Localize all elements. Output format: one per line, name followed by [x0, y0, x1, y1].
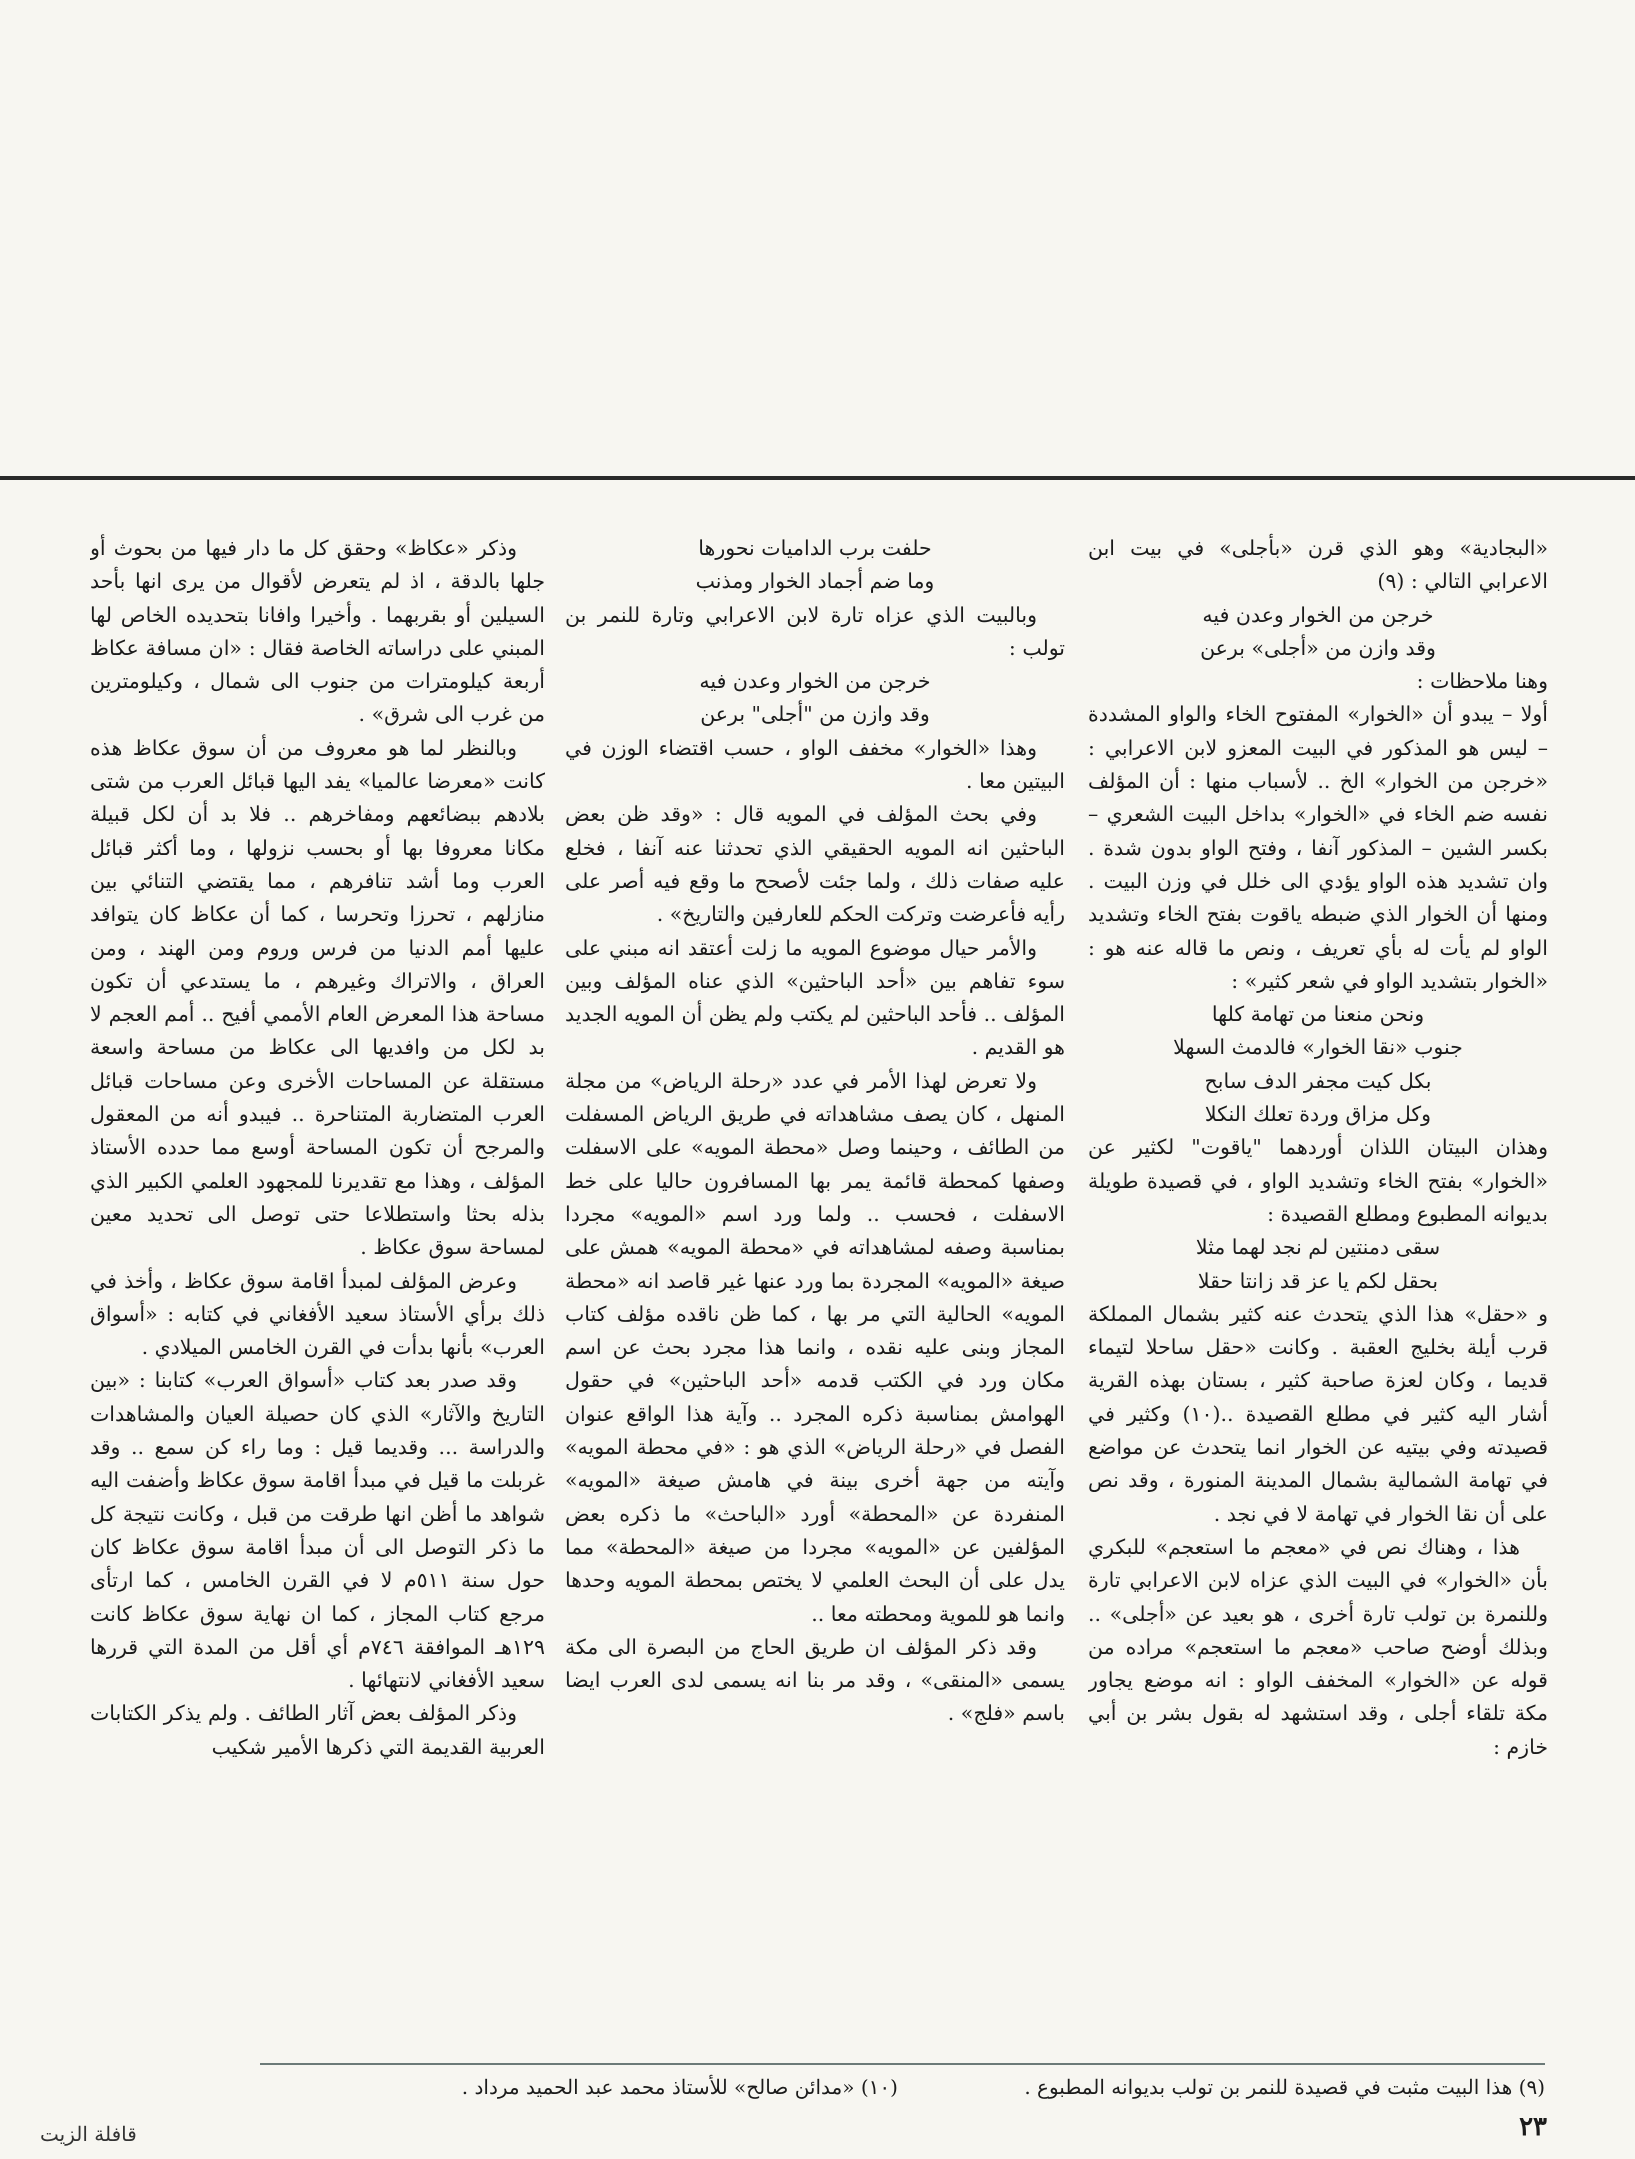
paragraph: ولا تعرض لهذا الأمر في عدد «رحلة الرياض» من مجلة المنهل ، كان يصف مشاهداته في طريق الرياض المسفلت من الطائف ، وحينما وصل «محطة المويه» على الاسفلت وصفها كمحطة قائمة يمر بها المسافرون حاليا على خط الاسفلت ، فحسب .. ولما ورد اسم «المويه» مجردا بمناسبة وصفه لمشاهداته في «محطة المويه» همش على صيغة «المويه» المجردة بما ورد عنها غير قاصد انه «محطة المويه» الحالية التي مر بها ، كما ظن ناقده مؤلف كتاب المجاز وبنى عليه نقده ، وانما هذا مجرد بحث عن اسم مكان ورد في الكتب قدمه «أحد الباحثين» في حقول الهوامش بمناسبة ذكره المجرد .. وآية هذا الواقع عنوان الفصل في «رحلة الرياض» الذي هو : «في محطة المويه» وآيته من جهة أخرى بينة في هامش صيغة «المويه» المنفردة عن «المحطة» أورد «الباحث» ما ذكره بعض المؤلفين عن «المويه» مجردا من صيغة «المحطة» مما يدل على أن البحث العلمي لا يختص بمحطة المويه وحدها وانما هو للموية ومحطته معا ..: [565, 1068, 1065, 1626]
footnote-9: (٩) هذا البيت مثبت في قصيدة للنمر بن تولب بديوانه المطبوع .: [1024, 2075, 1545, 2099]
paragraph: وهذا «الخوار» مخفف الواو ، حسب اقتضاء الوزن في البيتين معا .: [565, 735, 1065, 794]
paragraph: هذا ، وهناك نص في «معجم ما استعجم» للبكري بأن «الخوار» في البيت الذي عزاه لابن الاعرابي تارة وللنمرة بن تولب تارة أخرى ، هو بعيد عن «أجلى» .. وبذلك أوضح صاحب «معجم ما استعجم» مراده من قوله عن «الخوار» المخفف الواو : انه موضع يجاور مكة تلقاء أجلى ، وقد استشهد له بقول بشر بن أبي خازم :: [1088, 1534, 1548, 1759]
paragraph: وذكر «عكاظ» وحقق كل ما دار فيها من بحوث أو جلها بالدقة ، اذ لم يتعرض لأقوال من يرى انها بأحد السيلين أو بقربهما . وأخيرا وافانا بتحديده الخاص لها المبني على دراساته الخاصة فقال : «ان مسافة عكاظ أربعة كيلومترات من جنوب الى شمال ، وكيلومترين من غرب الى شرق» .: [90, 536, 545, 727]
paragraph: وبالبيت الذي عزاه تارة لابن الاعرابي وتارة للنمر بن تولب :: [565, 602, 1065, 660]
verse-line: بكل كيت مجفر الدف سابح: [1204, 1068, 1432, 1093]
verse-line: وما ضم أجماد الخوار ومذنب: [695, 569, 935, 594]
footnotes: [230, 2072, 1545, 2104]
paragraph: وقد صدر بعد كتاب «أسواق العرب» كتابنا : «بين التاريخ والآثار» الذي كان حصيلة العيان والمشاهدات والدراسة ... وقديما قيل : وما راء كن سمع .. وقد غربلت ما قيل في مبدأ اقامة سوق عكاظ وأضفت اليه شواهد ما أظن انها طرقت من قبل ، وكانت نتيجة كل ما ذكر التوصل الى أن مبدأ اقامة سوق عكاظ كان حول سنة ٥١١م لا في القرن الخامس ، كما ارتأى مرجع كتاب المجاز ، كما ان نهاية سوق عكاظ كانت ١٢٩هـ الموافقة ٧٤٦م أي أقل من المدة التي قررها سعيد الأفغاني لانتهائها .: [90, 1368, 545, 1693]
paragraph: وبالنظر لما هو معروف من أن سوق عكاظ هذه كانت «معرضا عالميا» يفد اليها قبائل العرب من شتى بلادهم ببضائعهم ومفاخرهم .. فلا بد أن لكل قبيلة مكانا معروفا بها أو بحسب نزولها ، وما أكثر قبائل العرب وما أشد تنافرهم ، مما يقتضي التنائي بين منازلهم ، تحرزا وتحرسا ، كما أن عكاظ كان يتوافد عليها أمم الدنيا من فرس وروم ومن الهند ، ومن العراق ، والاتراك وغيرهم ، ما يستدعي أن تكون مساحة هذا المعرض العام الأممي أفيح .. أمم العجم لا بد لكل من وافديها الى عكاظ من مساحة واسعة مستقلة عن المساحات الأخرى وعن مساحات قبائل العرب المتضاربة المتناحرة .. فيبدو أنه من المعقول والمرجح أن تكون المساحة أوسع مما حدده الأستاذ المؤلف ، وهذا مع تقديرنا للمجهود العلمي الكبير الذي بذله بحثا واستطلاعا حتى توصل الى تحديد معين لمساحة سوق عكاظ .: [90, 735, 545, 1260]
verse-line: وقد وازن من "أجلى" برعن: [700, 702, 930, 727]
paragraph: و «حقل» هذا الذي يتحدث عنه كثير بشمال المملكة قرب أيلة بخليج العقبة . وكانت «حقل ساحلا لتيماء قديما ، وكان لعزة صاحبة كثير ، بستان بهذه القرية أشار اليه كثير في مطلع القصيدة ..(١٠) وكثير في قصيدته وفي بيتيه عن الخوار انما يتحدث عن مواضع في تهامة الشمالية بشمال المدينة المنورة ، وقد نص على أن نقا الخوار في تهامة لا في نجد .: [1088, 1301, 1548, 1526]
paragraph: وعرض المؤلف لمبدأ اقامة سوق عكاظ ، وأخذ في ذلك برأي الأستاذ سعيد الأفغاني في كتابه : «أسواق العرب» بأنها بدأت في القرن الخامس الميلادي .: [90, 1268, 545, 1360]
paragraph: وقد ذكر المؤلف ان طريق الحاج من البصرة الى مكة يسمى «المنقى» ، وقد مر بنا انه يسمى لدى العرب ايضا باسم «فلج» .: [565, 1634, 1065, 1726]
verse-line: ونحن منعنا من تهامة كلها: [1211, 1002, 1425, 1027]
verse-line: وكل مزاق وردة تعلك النكلا: [1204, 1102, 1432, 1127]
page-number: ٢٣: [1519, 2112, 1547, 2142]
column-middle: [565, 532, 1065, 2010]
column-left: [90, 532, 545, 2010]
paragraph: «البجادية» وهو الذي قرن «بأجلى» في بيت ابن الاعرابي التالي : (٩): [1088, 536, 1548, 594]
verse-line: خرجن من الخوار وعدن فيه: [1202, 602, 1434, 627]
footnote-10: (١٠) «مدائن صالح» للأستاذ محمد عبد الحميد مرداد .: [461, 2075, 898, 2099]
top-divider: [0, 476, 1635, 480]
verse-line: سقى دمنتين لم نجد لهما مثلا: [1195, 1235, 1441, 1260]
paragraph: وفي بحث المؤلف في المويه قال : «وقد ظن بعض الباحثين انه المويه الحقيقي الذي تحدثنا عنه آنفا ، فخلع عليه صفات ذلك ، ولما جئت لأصحح ما وقع فيه أصر على رأيه فأعرضت وتركت الحكم للعارفين والتاريخ» .: [565, 802, 1065, 927]
verse-line: حلفت برب الداميات نحورها: [698, 536, 932, 560]
paragraph: وهنا ملاحظات :: [1416, 669, 1548, 694]
footnote-divider: [260, 2063, 1545, 2065]
paragraph: وهذان البيتان اللذان أوردهما "ياقوت" لكثير عن «الخوار» بفتح الخاء وتشديد الواو ، في قصيدة طويلة بديوانه المطبوع ومطلع القصيدة :: [1088, 1135, 1548, 1226]
paragraph: أولا – يبدو أن «الخوار» المفتوح الخاء والواو المشددة – ليس هو المذكور في البيت المعزو لابن الاعرابي : «خرجن من الخوار» الخ .. لأسباب منها : أن المؤلف نفسه ضم الخاء في «الخوار» بداخل البيت الشعري – بكسر الشين – المذكور آنفا ، وفتح الواو بدون شدة . وان تشديد هذه الواو يؤدي الى خلل في وزن البيت . ومنها أن الخوار الذي ضبطه ياقوت بفتح الخاء وتشديد الواو لم يأت له بأي تعريف ، ونص ما قاله عنه هو : «الخوار بتشديد الواو في شعر كثير» :: [1088, 702, 1548, 993]
verse-line: بحقل لكم يا عز قد زانتا حقلا: [1197, 1268, 1439, 1293]
paragraph: والأمر حيال موضوع المويه ما زلت أعتقد انه مبني على سوء تفاهم بين «أحد الباحثين» الذي عناه المؤلف وبين المؤلف .. فأحد الباحثين لم يكتب ولم يظن أن المويه الجديد هو القديم .: [565, 935, 1065, 1060]
paragraph: وذكر المؤلف بعض آثار الطائف . ولم يذكر الكتابات العربية القديمة التي ذكرها الأمير شكيب: [90, 1701, 545, 1759]
verse-line: جنوب «نقا الخوار» فالدمث السهلا: [1173, 1035, 1463, 1060]
column-right: [1088, 532, 1548, 2010]
verse-line: خرجن من الخوار وعدن فيه: [699, 669, 931, 694]
magazine-name: قافلة الزيت: [40, 2122, 137, 2146]
verse-line: وقد وازن من «أجلى» برعن: [1200, 635, 1436, 660]
